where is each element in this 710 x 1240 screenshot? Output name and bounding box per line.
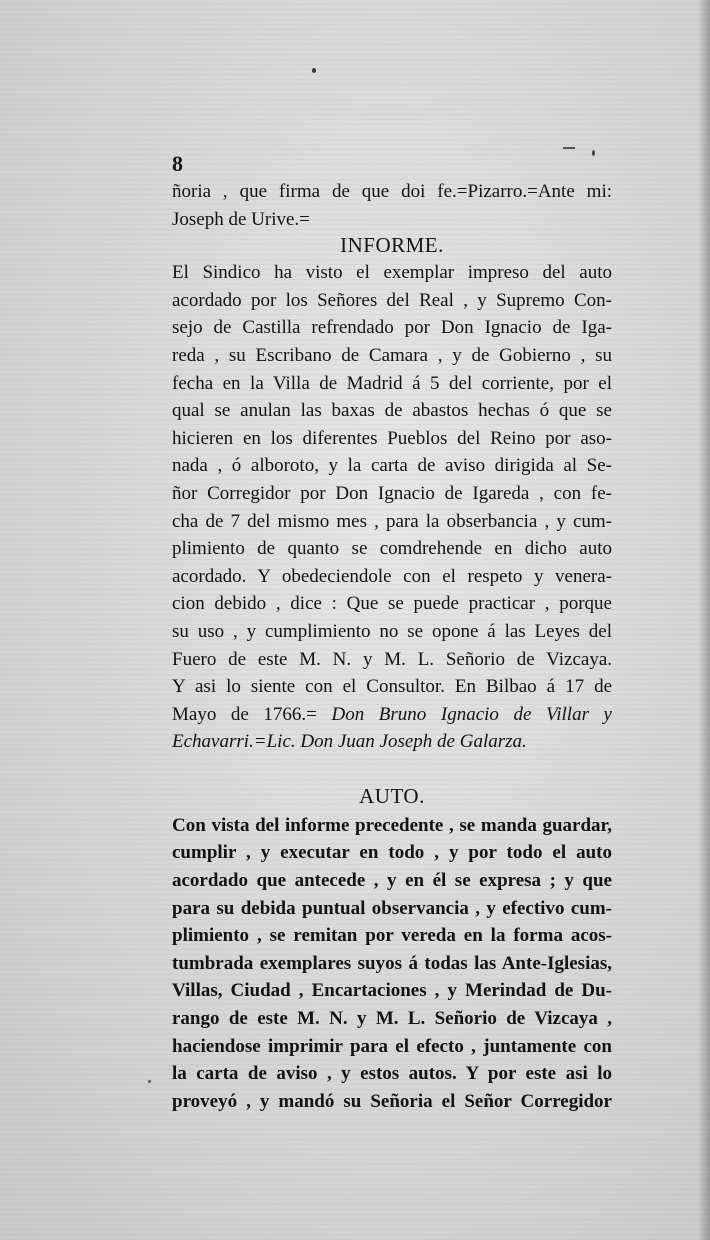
signature-text: Don Bruno Ignacio de Villar y <box>331 703 612 725</box>
text-line: su uso , y cumplimiento no se opone á las Leyes del <box>172 620 612 642</box>
text-line: la carta de aviso , y estos autos. Y por este asi lo <box>172 1063 612 1085</box>
date-text: Mayo de 1766.= <box>172 703 317 725</box>
text-line: nada , ó alboroto, y la carta de aviso dirigida al Se- <box>172 455 612 477</box>
text-line: cha de 7 del mismo mes , para la obserbancia , y cum- <box>172 510 612 532</box>
text-line: haciendose imprimir para el efecto , juntamente con <box>172 1035 612 1057</box>
text-line: acordado que antecede , y en él se expresa ; y que <box>172 870 612 892</box>
text-line: ñoria , que firma de que doi fe.=Pizarro.=Ante mi: <box>172 181 612 202</box>
date-signature-line <box>172 701 612 729</box>
text-line: Con vista del informe precedente , se manda guardar, <box>172 814 612 836</box>
ink-speck <box>563 147 575 149</box>
document-text <box>172 150 612 1115</box>
signature-line: Echavarri.=Lic. Don Juan Joseph de Galarza. <box>172 731 527 753</box>
text-line: acordado. Y obedeciendole con el respeto y venera- <box>172 565 612 587</box>
top-text <box>172 178 612 233</box>
text-line: proveyó , y mandó su Señoria el Señor Corregidor <box>172 1090 612 1112</box>
text-line: Villas, Ciudad , Encartaciones , y Merindad de Du- <box>172 980 612 1002</box>
text-line: cumplir , y executar en todo , y por todo el auto <box>172 842 612 864</box>
text-line: Joseph de Urive.= <box>172 208 310 230</box>
text-line: qual se anulan las baxas de abastos hechas ó que se <box>172 400 612 422</box>
informe-section <box>172 231 612 756</box>
text-line: reda , su Escribano de Camara , y de Gobierno , su <box>172 344 612 366</box>
informe-heading: INFORME. <box>340 233 444 258</box>
text-line: plimiento de quanto se comdrehende en dicho auto <box>172 538 612 560</box>
text-line: Y asi lo siente con el Consultor. En Bilbao á 17 de <box>172 676 612 698</box>
text-line: acordado por los Señores del Real , y Supremo Con- <box>172 289 612 311</box>
text-line: sejo de Castilla refrendado por Don Ignacio de Iga- <box>172 317 612 339</box>
auto-heading: AUTO. <box>359 783 425 808</box>
text-line: plimiento , se remitan por vereda en la forma acos- <box>172 925 612 947</box>
page-number: 8 <box>172 151 183 176</box>
text-line: rango de este M. N. y M. L. Señorio de Vizcaya , <box>172 1008 612 1030</box>
text-line: tumbrada exemplares suyos á todas las Ante-Iglesias, <box>172 952 612 974</box>
text-line: para su debida puntual observancia , y efectivo cum- <box>172 897 612 919</box>
auto-section <box>172 782 612 1116</box>
text-line: cion debido , dice : Que se puede practicar , porque <box>172 593 612 615</box>
text-line: fecha en la Villa de Madrid á 5 del corriente, por el <box>172 372 612 394</box>
page-edge-shadow <box>698 0 710 1240</box>
text-line: hicieren en los diferentes Pueblos del Reino por aso- <box>172 427 612 449</box>
ink-speck <box>148 1080 151 1083</box>
ink-speck <box>312 68 316 73</box>
text-line: El Sindico ha visto el exemplar impreso del auto <box>172 262 612 284</box>
text-line: ñor Corregidor por Don Ignacio de Igareda , con fe- <box>172 482 612 504</box>
text-line: Fuero de este M. N. y M. L. Señorio de Vizcaya. <box>172 648 612 670</box>
